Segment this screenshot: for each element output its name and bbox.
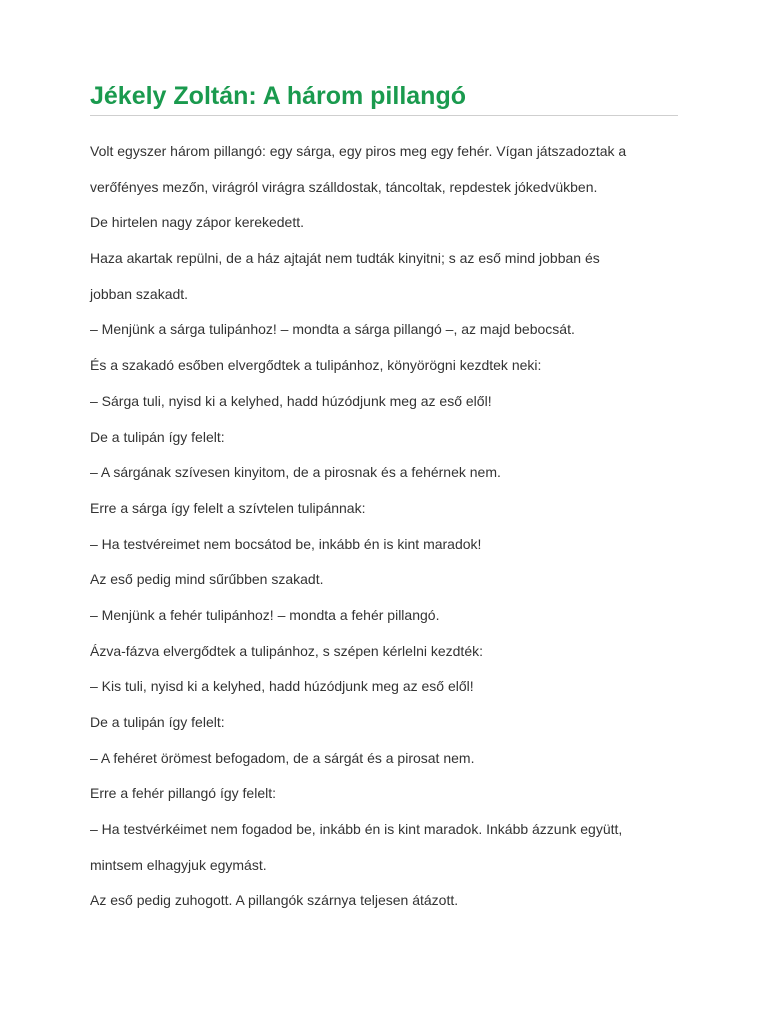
text-line: – A sárgának szívesen kinyitom, de a pirosnak és a fehérnek nem. bbox=[90, 464, 501, 481]
document-body bbox=[90, 133, 678, 918]
text-line: – Ha testvérkéimet nem fogadod be, inkább én is kint maradok. Inkább ázzunk együtt, bbox=[90, 821, 623, 838]
text-line: – Menjünk a fehér tulipánhoz! – mondta a fehér pillangó. bbox=[90, 606, 440, 623]
text-line: De hirtelen nagy zápor kerekedett. bbox=[90, 214, 305, 231]
text-line: Haza akartak repülni, de a ház ajtaját nem tudták kinyitni; s az eső mind jobban és bbox=[90, 250, 600, 267]
document-title: Jékely Zoltán: A három pillangó bbox=[90, 82, 466, 110]
text-line: mintsem elhagyjuk egymást. bbox=[90, 856, 267, 873]
text-line: Az eső pedig mind sűrűbben szakadt. bbox=[90, 571, 324, 588]
text-line: Volt egyszer három pillangó: egy sárga, egy piros meg egy fehér. Vígan játszadoztak a bbox=[90, 143, 627, 159]
text-line: – Kis tuli, nyisd ki a kelyhed, hadd húzódjunk meg az eső elől! bbox=[90, 678, 474, 695]
document-page bbox=[90, 80, 678, 918]
text-line: Az eső pedig zuhogott. A pillangók szárnya teljesen átázott. bbox=[90, 892, 459, 909]
text-line: De a tulipán így felelt: bbox=[90, 714, 225, 730]
text-line: – A fehéret örömest befogadom, de a sárgát és a pirosat nem. bbox=[90, 749, 475, 766]
text-line: Ázva-fázva elvergődtek a tulipánhoz, s szépen kérlelni kezdték: bbox=[90, 642, 483, 659]
text-line: De a tulipán így felelt: bbox=[90, 428, 225, 445]
text-line: – Sárga tuli, nyisd ki a kelyhed, hadd húzódjunk meg az eső elől! bbox=[90, 392, 492, 409]
text-line: Erre a fehér pillangó így felelt: bbox=[90, 785, 276, 802]
text-line: És a szakadó esőben elvergődtek a tulipánhoz, könyörögni kezdtek neki: bbox=[90, 357, 542, 374]
text-line: – Menjünk a sárga tulipánhoz! – mondta a sárga pillangó –, az majd bebocsát. bbox=[90, 321, 575, 338]
text-line: – Ha testvéreimet nem bocsátod be, inkább én is kint maradok! bbox=[90, 535, 482, 552]
text-line: Erre a sárga így felelt a szívtelen tulipánnak: bbox=[90, 499, 366, 516]
text-line: jobban szakadt. bbox=[90, 285, 189, 302]
title-divider bbox=[90, 115, 678, 116]
text-line: verőfényes mezőn, virágról virágra szálldostak, táncoltak, repdestek jókedvükben. bbox=[90, 178, 598, 195]
